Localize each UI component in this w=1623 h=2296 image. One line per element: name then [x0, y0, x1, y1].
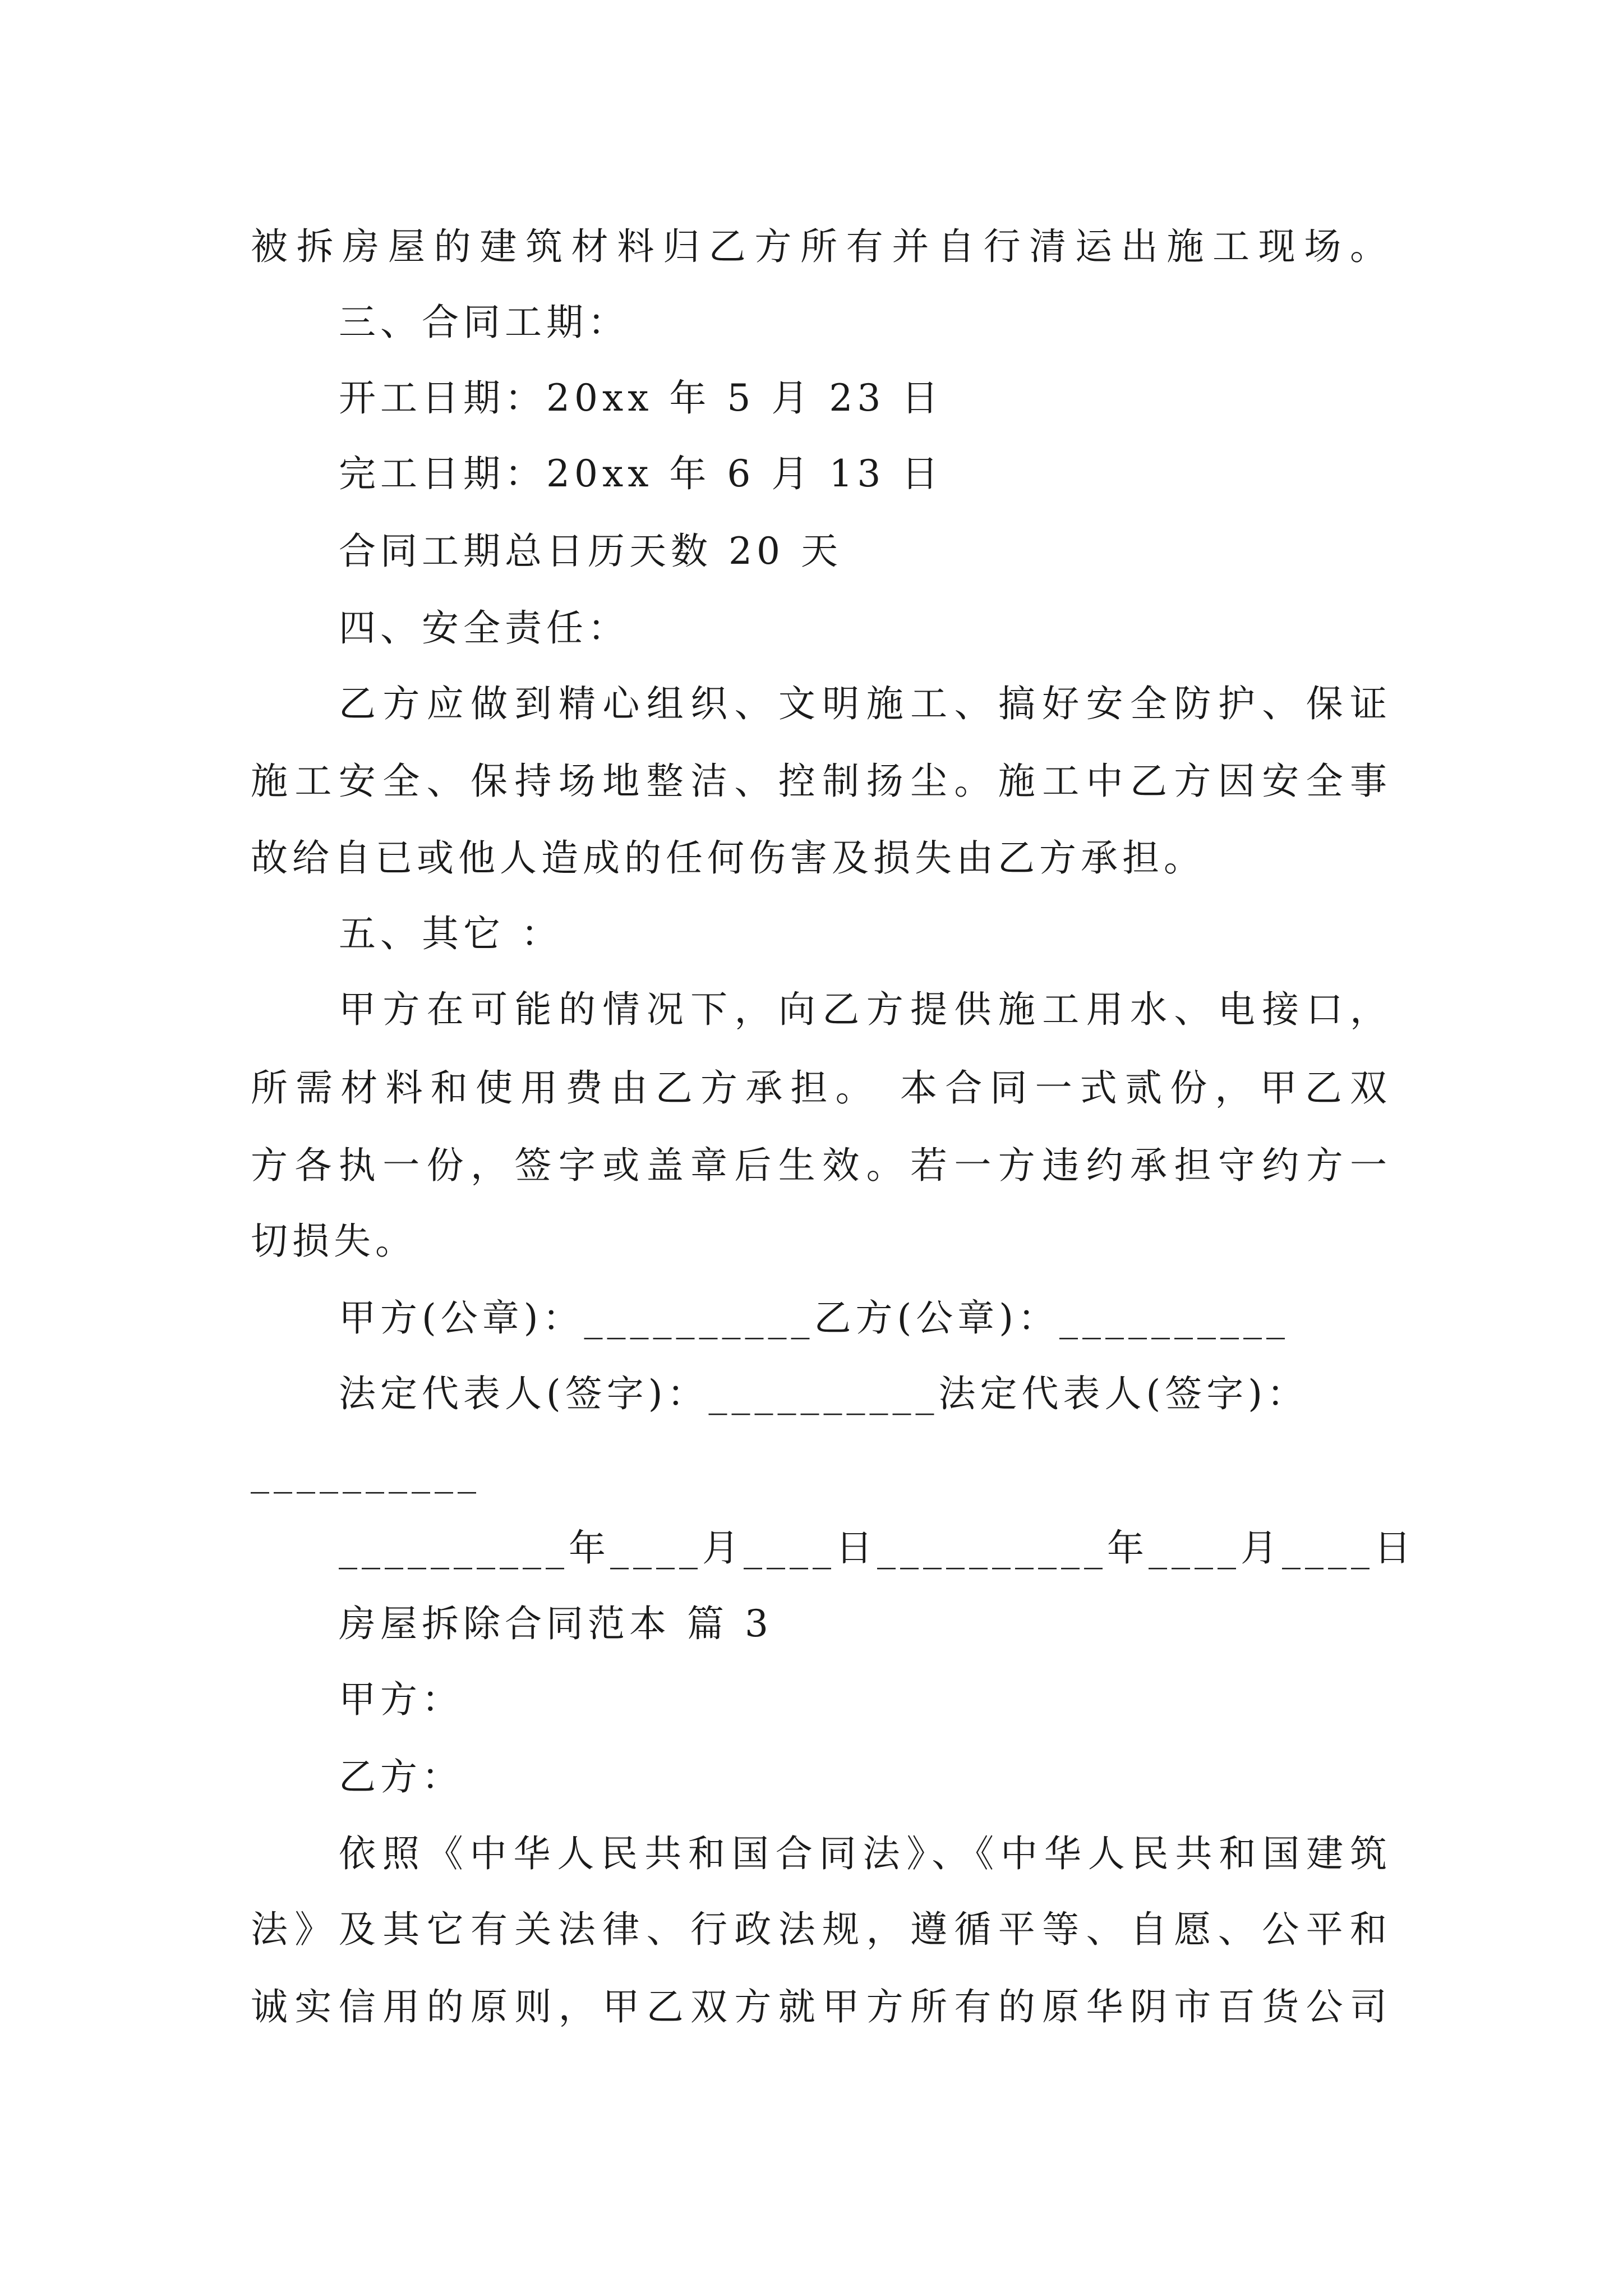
party-a-line: 甲方： — [339, 1678, 463, 1721]
start-date-line: 开工日期：20xx 年 5 月 23 日 — [339, 376, 943, 420]
paragraph-line: 乙方应做到精心组织、文明施工、搞好安全防护、保证 — [339, 682, 1387, 725]
paragraph-line: 甲方在可能的情况下，向乙方提供施工用水、电接口， — [339, 988, 1387, 1031]
section-heading-schedule: 三、合同工期： — [339, 301, 629, 344]
paragraph-line: 诚实信用的原则，甲乙双方就甲方所有的原华阴市百货公司 — [251, 1985, 1387, 2028]
paragraph-line: 切损失。 — [251, 1220, 417, 1263]
representative-signature-line: 法定代表人(签字)：__________法定代表人(签字)： — [339, 1372, 1308, 1415]
section-heading-safety: 四、安全责任： — [339, 606, 629, 650]
paragraph-line: 故给自已或他人造成的任何伤害及损失由乙方承担。 — [251, 836, 1205, 880]
party-b-line: 乙方： — [339, 1755, 463, 1798]
total-days-line: 合同工期总日历天数 20 天 — [339, 530, 842, 573]
paragraph-line: 方各执一份，签字或盖章后生效。若一方违约承担守约方一 — [251, 1144, 1387, 1187]
paragraph-line: 依照《中华人民共和国合同法》、《中华人民共和国建筑 — [339, 1832, 1387, 1875]
paragraph-line: 所需材料和使用费由乙方承担。 本合同一式贰份，甲乙双 — [251, 1066, 1387, 1110]
date-line: __________年____月____日__________年____月____日 — [339, 1526, 1415, 1570]
end-date-line: 完工日期：20xx 年 6 月 13 日 — [339, 452, 943, 495]
paragraph-line: 施工安全、保持场地整洁、控制扬尘。施工中乙方因安全事 — [251, 760, 1387, 803]
paragraph-line: 法》及其它有关法律、行政法规，遵循平等、自愿、公平和 — [251, 1908, 1387, 1951]
paragraph-line: 被拆房屋的建筑材料归乙方所有并自行清运出施工现场。 — [251, 225, 1387, 268]
section-heading-other: 五、其它 ： — [339, 912, 562, 955]
signature-blank: __________ — [251, 1451, 481, 1494]
seal-line: 甲方(公章)：__________乙方(公章)：__________ — [339, 1296, 1289, 1340]
section-title: 房屋拆除合同范本 篇 3 — [339, 1602, 773, 1645]
